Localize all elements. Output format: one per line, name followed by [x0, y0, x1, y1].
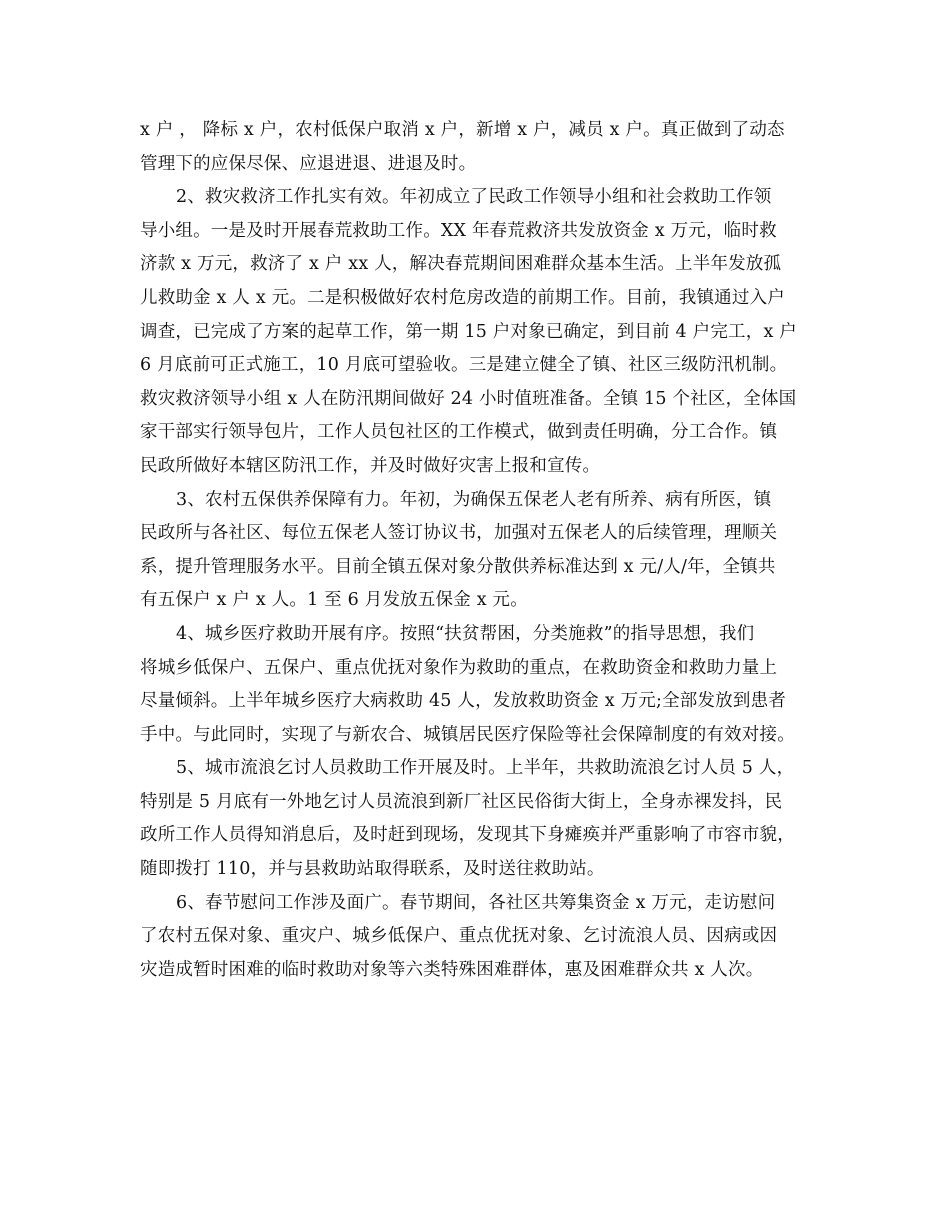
document-line: x 户 ， 降标 x 户，农村低保户取消 x 户，新增 x 户，减员 x 户。真正做到了动态	[140, 120, 785, 140]
document-line: 6、春节慰问工作涉及面广。春节期间，各社区共筹集资金 x 万元，走访慰问	[176, 892, 776, 913]
document-line: 4、城乡医疗救助开展有序。按照“扶贫帮困，分类施救”的指导思想，我们	[176, 623, 755, 644]
document-line: 调查，已完成了方案的起草工作，第一期 15 户对象已确定，到目前 4 户完工，x 户	[140, 321, 797, 342]
document-line: 家干部实行领导包片，工作人员包社区的工作模式，做到责任明确，分工合作。镇	[140, 422, 778, 443]
document-body	[140, 114, 820, 987]
document-line: 系，提升管理服务水平。目前全镇五保对象分散供养标准达到 x 元/人/年，全镇共	[140, 556, 776, 577]
document-line: 儿救助金 x 人 x 元。二是积极做好农村危房改造的前期工作。目前，我镇通过入户	[140, 287, 785, 308]
document-line: 将城乡低保户、五保户、重点优抚对象作为救助的重点，在救助资金和救助力量上	[140, 657, 778, 678]
document-line: 5、城市流浪乞讨人员救助工作开展及时。上半年，共救助流浪乞讨人员 5 人，	[176, 758, 795, 779]
document-line: 灾造成暂时困难的临时救助对象等六类特殊困难群体，惠及困难群众共 x 人次。	[140, 959, 764, 980]
document-line: 政所工作人员得知消息后，及时赶到现场，发现其下身瘫痪并严重影响了市容市貌，	[140, 825, 795, 846]
document-line: 6 月底前可正式施工，10 月底可望验收。三是建立健全了镇、社区三级防汛机制。	[140, 355, 788, 376]
document-line: 导小组。一是及时开展春荒救助工作。XX 年春荒救济共发放资金 x 万元，临时救	[140, 220, 777, 241]
document-line: 特别是 5 月底有一外地乞讨人员流浪到新厂社区民俗街大街上，全身赤裸发抖，民	[140, 791, 783, 812]
document-line: 随即拨打 110，并与县救助站取得联系，及时送往救助站。	[140, 859, 605, 880]
document-line: 救灾救济领导小组 x 人在防汛期间做好 24 小时值班准备。全镇 15 个社区，全体国	[140, 388, 797, 409]
document-line: 管理下的应保尽保、应退进退、进退及时。	[140, 153, 477, 174]
document-line: 民政所做好本辖区防汛工作，并及时做好灾害上报和宣传。	[140, 455, 601, 476]
document-line: 尽量倾斜。上半年城乡医疗大病救助 45 人，发放救助资金 x 万元;全部发放到患者	[140, 691, 786, 712]
document-line: 民政所与各社区、每位五保老人签订协议书，加强对五保老人的后续管理，理顺关	[140, 523, 778, 544]
document-line: 了农村五保对象、重灾户、城乡低保户、重点优抚对象、乞讨流浪人员、因病或因	[140, 926, 778, 947]
document-line: 2、救灾救济工作扎实有效。年初成立了民政工作领导小组和社会救助工作领	[176, 187, 772, 208]
document-line: 有五保户 x 户 x 人。1 至 6 月发放五保金 x 元。	[140, 590, 528, 611]
document-line: 3、农村五保供养保障有力。年初，为确保五保老人老有所养、病有所医，镇	[176, 489, 772, 510]
document-line: 济款 x 万元，救济了 x 户 xx 人，解决春荒期间困难群众基本生活。上半年发放孤	[140, 254, 782, 275]
document-line: 手中。与此同时，实现了与新农合、城镇居民医疗保险等社会保障制度的有效对接。	[140, 724, 795, 745]
